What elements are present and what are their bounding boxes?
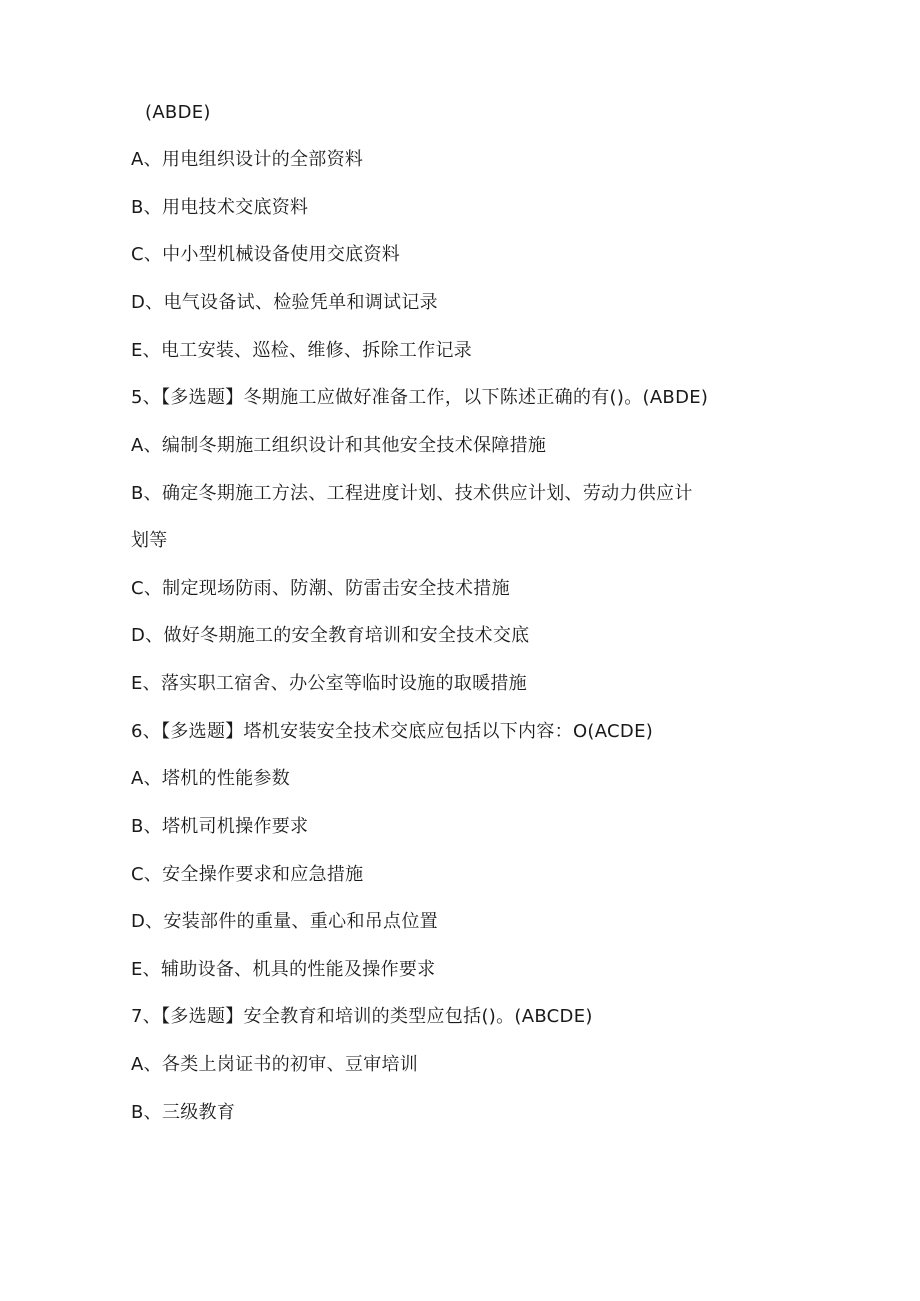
option-b-text: B、塔机司机操作要求 [131, 816, 309, 837]
option-b-text: B、用电技术交底资料 [131, 197, 309, 218]
option-d-text: D、电气设备试、检验凭单和调试记录 [131, 292, 438, 313]
option-c-text: C、安全操作要求和应急措施 [131, 864, 364, 885]
option-d-text: D、安装部件的重量、重心和吊点位置 [131, 911, 438, 932]
option-a-text: A、用电组织设计的全部资料 [131, 149, 364, 170]
question-7-text: 7、【多选题】安全教育和培训的类型应包括()。(ABCDE) [131, 1006, 593, 1027]
option-a-text: A、塔机的性能参数 [131, 768, 291, 789]
option-a-text: A、各类上岗证书的初审、豆审培训 [131, 1054, 419, 1075]
option-e-text: E、辅助设备、机具的性能及操作要求 [131, 959, 436, 980]
option-e-text: E、电工安装、巡检、维修、拆除工作记录 [131, 340, 473, 361]
option-c-text: C、制定现场防雨、防潮、防雷击安全技术措施 [131, 578, 510, 599]
answer-key-text: (ABDE) [145, 102, 211, 123]
question-6-text: 6、【多选题】塔机安装安全技术交底应包括以下内容：O(ACDE) [131, 721, 654, 742]
option-b-text: B、确定冬期施工方法、工程进度计划、技术供应计划、劳动力供应计 [131, 483, 693, 504]
option-b-text: B、三级教育 [131, 1102, 236, 1123]
option-e-text: E、落实职工宿舍、办公室等临时设施的取暖措施 [131, 673, 527, 694]
option-a-text: A、编制冬期施工组织设计和其他安全技术保障措施 [131, 435, 547, 456]
option-c-text: C、中小型机械设备使用交底资料 [131, 244, 401, 265]
option-d-text: D、做好冬期施工的安全教育培训和安全技术交底 [131, 625, 530, 646]
question-5-text: 5、【多选题】冬期施工应做好准备工作，以下陈述正确的有()。(ABDE) [131, 387, 709, 408]
option-b-continuation-text: 划等 [131, 530, 168, 551]
